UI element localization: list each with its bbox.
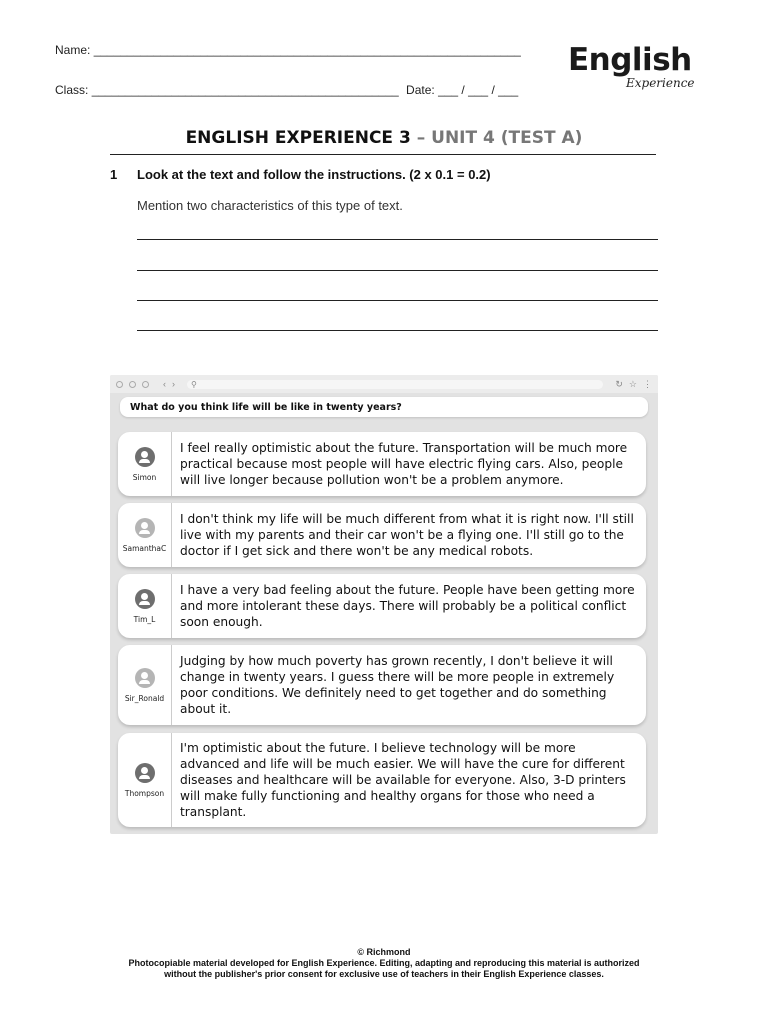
forum-post [118, 432, 646, 496]
question-instruction: Mention two characteristics of this type of text. [137, 198, 403, 213]
post-text: I feel really optimistic about the future. Transportation will be much more practical because most people will have electric flying cars. Also, people will live longer because pollution won't be a problem anymore. [180, 441, 628, 487]
post-username: Tim_L [133, 614, 156, 624]
class-date-row [55, 83, 518, 97]
answer-line-3[interactable] [137, 300, 658, 301]
post-username: Thompson [124, 788, 165, 798]
footer-copyright: © Richmond [357, 947, 411, 957]
post-user [118, 503, 172, 567]
class-blank[interactable]: ______________________________________________ [91, 83, 399, 97]
avatar-icon [135, 447, 155, 467]
english-experience-logo [568, 42, 713, 97]
footer-line-1: Photocopiable material developed for English Experience. Editing, adapting and reproducing this material is authorized [128, 958, 640, 968]
post-user [118, 432, 172, 496]
footer [0, 947, 768, 980]
forum-question: What do you think life will be like in twenty years? [120, 397, 648, 417]
forward-arrow-icon: › [172, 379, 175, 389]
forum-post [118, 733, 646, 827]
logo-sub-text: Experience [626, 76, 695, 90]
window-dot-icon [129, 381, 136, 388]
question-number: 1 [110, 167, 118, 182]
name-row [55, 43, 521, 57]
post-text: I'm optimistic about the future. I believe technology will be more advanced and life will be much easier. We will have the cure for different diseases and healthcare will be available for everyone. Also, 3-D printers will make fully functioning and healthy organs for those who need a transplant. [180, 741, 626, 819]
post-text: Judging by how much poverty has grown recently, I don't believe it will change in twenty years. I guess there will be more people in extremely poor conditions. We definitely need to get together and do something about it. [180, 654, 615, 716]
avatar-icon [135, 668, 155, 688]
class-label: Class: [55, 83, 89, 97]
post-username: SamanthaC [122, 543, 167, 553]
logo-main-text: English [568, 42, 692, 78]
refresh-icon: ↻ [615, 378, 623, 389]
window-dot-icon [142, 381, 149, 388]
title-sub: – UNIT 4 (TEST A) [410, 128, 583, 148]
avatar-icon [135, 518, 155, 538]
avatar-icon [135, 589, 155, 609]
back-arrow-icon: ‹ [163, 379, 166, 389]
title-rule [110, 154, 656, 155]
post-username: Sir_Ronald [124, 693, 165, 703]
post-user [118, 733, 172, 827]
post-text: I don't think my life will be much different from what it is right now. I'll still live with my parents and their car won't be a flying one. I'll still go to the doctor if I get sick and there won't be any medical robots. [180, 512, 634, 558]
page-title [0, 128, 768, 148]
name-label: Name: [55, 43, 91, 57]
window-dot-icon [116, 381, 123, 388]
menu-icon: ⋮ [643, 378, 652, 389]
post-user [118, 645, 172, 725]
address-bar [187, 380, 603, 389]
forum-post [118, 645, 646, 725]
question-text: Look at the text and follow the instructions. (2 x 0.1 = 0.2) [137, 167, 491, 182]
date-label: Date: [406, 83, 435, 97]
answer-line-1[interactable] [137, 239, 658, 240]
answer-line-4[interactable] [137, 330, 658, 331]
post-user [118, 574, 172, 638]
date-blank[interactable]: ___ / ___ / ___ [438, 83, 519, 97]
avatar-icon [135, 763, 155, 783]
post-username: Simon [132, 472, 157, 482]
star-icon: ☆ [628, 378, 637, 389]
forum-screenshot [110, 375, 658, 834]
search-icon: ⚲ [191, 379, 197, 389]
answer-line-2[interactable] [137, 270, 658, 271]
forum-post [118, 503, 646, 567]
post-text: I have a very bad feeling about the future. People have been getting more and more intolerant these days. There will probably be a political conflict soon enough. [180, 583, 635, 629]
browser-toolbar [110, 375, 658, 393]
footer-line-2: without the publisher's prior consent for exclusive use of teachers in their English Experience classes. [164, 969, 604, 979]
title-main: ENGLISH EXPERIENCE 3 [185, 128, 411, 148]
name-blank[interactable]: ________________________________________________________________ [93, 43, 521, 57]
forum-post [118, 574, 646, 638]
